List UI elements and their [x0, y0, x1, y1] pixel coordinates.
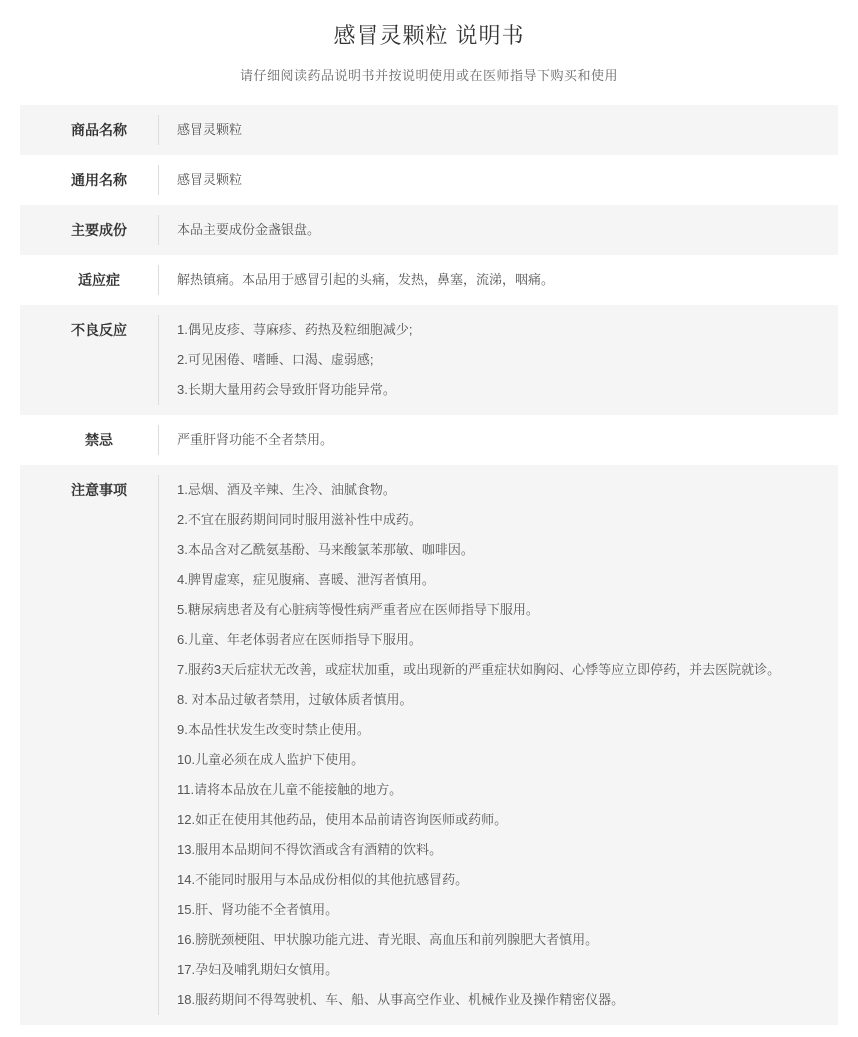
page-subtitle: 请仔细阅读药品说明书并按说明使用或在医师指导下购买和使用 [239, 68, 618, 84]
row-label: 禁忌 [85, 432, 113, 449]
content-line: 9.本品性状发生改变时禁止使用。 [177, 722, 370, 738]
row-content [158, 165, 838, 195]
content-line: 严重肝肾功能不全者禁用。 [177, 432, 334, 448]
table-row-adverse-reactions [20, 305, 838, 415]
row-label: 适应症 [78, 272, 120, 289]
table-row-main-ingredients [20, 205, 838, 255]
row-content [158, 115, 838, 145]
row-content [158, 215, 838, 245]
content-line: 14.不能同时服用与本品成份相似的其他抗感冒药。 [177, 872, 469, 888]
content-line: 7.服药3天后症状无改善，或症状加重，或出现新的严重症状如胸闷、心悸等应立即停药，并去医院就诊。 [177, 662, 781, 678]
content-line: 13.服用本品期间不得饮酒或含有酒精的饮料。 [177, 842, 443, 858]
content-line: 解热镇痛。本品用于感冒引起的头痛，发热，鼻塞，流涕，咽痛。 [177, 272, 555, 288]
content-line: 8. 对本品过敏者禁用，过敏体质者慎用。 [177, 692, 413, 708]
table-row-contraindications [20, 415, 838, 465]
content-line: 5.糖尿病患者及有心脏病等慢性病严重者应在医师指导下服用。 [177, 602, 539, 618]
content-line: 1.偶见皮疹、荨麻疹、药热及粒细胞减少; [177, 322, 413, 338]
row-content [158, 265, 838, 295]
row-content [158, 315, 838, 405]
row-label: 主要成份 [71, 222, 127, 239]
table-row-generic-name [20, 155, 838, 205]
row-content [158, 475, 838, 1015]
content-line: 3.长期大量用药会导致肝肾功能异常。 [177, 382, 396, 398]
content-line: 10.儿童必须在成人监护下使用。 [177, 752, 365, 768]
content-line: 4.脾胃虚寒，症见腹痛、喜暖、泄泻者慎用。 [177, 572, 435, 588]
content-line: 感冒灵颗粒 [177, 172, 243, 188]
content-line: 感冒灵颗粒 [177, 122, 243, 138]
row-label: 注意事项 [71, 482, 127, 499]
row-label: 商品名称 [71, 122, 127, 139]
content-line: 6.儿童、年老体弱者应在医师指导下服用。 [177, 632, 422, 648]
page-header [0, 0, 858, 84]
content-line: 2.不宜在服药期间同时服用滋补性中成药。 [177, 512, 422, 528]
page-title: 感冒灵颗粒 说明书 [333, 23, 525, 48]
table-row-indications [20, 255, 838, 305]
spec-table [20, 105, 838, 1025]
content-line: 3.本品含对乙酰氨基酚、马来酸氯苯那敏、咖啡因。 [177, 542, 474, 558]
content-line: 11.请将本品放在儿童不能接触的地方。 [177, 782, 403, 798]
table-row-precautions [20, 465, 838, 1025]
content-line: 1.忌烟、酒及辛辣、生冷、油腻食物。 [177, 482, 396, 498]
content-line: 本品主要成份金盏银盘。 [177, 222, 321, 238]
content-line: 12.如正在使用其他药品，使用本品前请咨询医师或药师。 [177, 812, 508, 828]
content-line: 17.孕妇及哺乳期妇女慎用。 [177, 962, 339, 978]
table-row-product-name [20, 105, 838, 155]
content-line: 18.服药期间不得驾驶机、车、船、从事高空作业、机械作业及操作精密仪器。 [177, 992, 625, 1008]
content-line: 2.可见困倦、嗜睡、口渴、虚弱感; [177, 352, 374, 368]
row-label: 不良反应 [71, 322, 127, 339]
row-content [158, 425, 838, 455]
content-line: 15.肝、肾功能不全者慎用。 [177, 902, 339, 918]
row-label: 通用名称 [71, 172, 127, 189]
content-line: 16.膀胱颈梗阻、甲状腺功能亢进、青光眼、高血压和前列腺肥大者慎用。 [177, 932, 599, 948]
